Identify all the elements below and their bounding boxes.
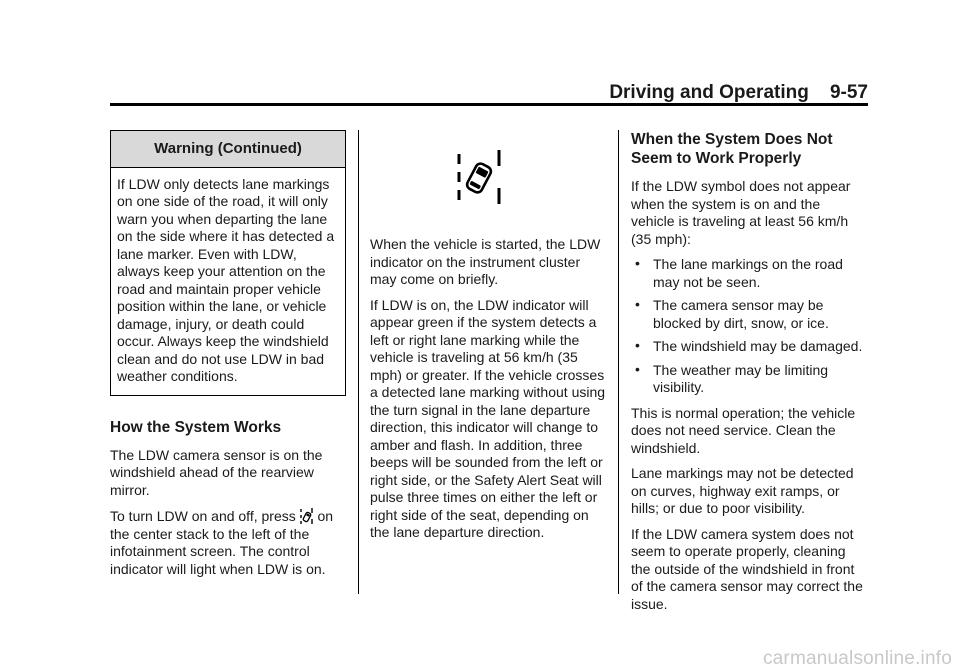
- section-heading-how-works: How the System Works: [110, 418, 282, 436]
- list-item: • The weather may be limiting visibility.: [635, 360, 829, 395]
- column-right: [631, 130, 867, 613]
- icon-area: [370, 136, 606, 226]
- paragraph: If the LDW camera system does not seem to operate properly, cleaning the outside of the windshield in front of the camera sensor may correct the issue.: [631, 525, 863, 612]
- paragraph: Lane markings may not be detected on curves, highway exit ramps, or hills; or due to poor visibility.: [631, 465, 854, 516]
- paragraph: If the LDW symbol does not appear when the system is on and the vehicle is traveling at least 56 km/h (35 mph):: [631, 178, 851, 247]
- column-left: [110, 130, 346, 578]
- lane-departure-button-icon: [300, 507, 314, 525]
- list-item: • The camera sensor may be blocked by dirt, snow, or ice.: [635, 296, 829, 331]
- bullet-list: [631, 256, 867, 397]
- paragraph: The LDW camera sensor is on the windshield ahead of the rearview mirror.: [110, 446, 323, 498]
- bullet-icon: •: [635, 337, 640, 353]
- warning-box: [110, 130, 346, 396]
- header-rule: [110, 103, 868, 106]
- paragraph-text: on the center stack to the left of the infotainment screen. The control indicator will light when LDW is on.: [110, 508, 334, 577]
- column-divider-2: [618, 130, 619, 594]
- bullet-icon: •: [635, 296, 640, 312]
- paragraph: [110, 507, 346, 578]
- bullet-icon: •: [635, 360, 640, 377]
- warning-body: If LDW only detects lane markings on one side of the road, it will only warn you when departing the lane on the side where it has detected a lane marker. Even with LDW, always keep your attention on the road and maintain proper vehicle position within the lane, or vehicle damage, injury, or death could occur. Always keep the windshield clean and do not use LDW in bad weather conditions.: [117, 175, 335, 384]
- paragraph: If LDW is on, the LDW indicator will appear green if the system detects a left or right lane marking while the vehicle is traveling at 56 km/h (35 mph) or greater. If the vehicle crosses a detected lane marking without using the turn signal in the lane departure direction, this indicator will change to amber and flash. In addition, three beeps will be sounded from the left or right side, or the Safety Alert Seat will pulse three times on either the left or right side of the seat, depending on the lane departure direction.: [370, 296, 606, 540]
- warning-title: Warning (Continued): [111, 131, 345, 168]
- list-item: • The windshield may be damaged.: [635, 337, 863, 354]
- section-heading-not-work: When the System Does Not Seem to Work Properly: [631, 131, 833, 167]
- paragraph-text: To turn LDW on and off, press: [110, 508, 300, 524]
- page-number: 9-57: [829, 82, 868, 103]
- column-middle: [370, 130, 606, 542]
- paragraph: This is normal operation; the vehicle does not need service. Clean the windshield.: [631, 404, 856, 456]
- bullet-icon: •: [635, 255, 640, 271]
- section-title: Driving and Operating: [609, 82, 809, 103]
- watermark-link[interactable]: carmanualsonline.info: [762, 648, 952, 669]
- column-divider-1: [358, 130, 359, 594]
- paragraph: When the vehicle is started, the LDW indicator on the instrument cluster may come on briefly.: [370, 236, 601, 287]
- list-item: • The lane markings on the road may not be seen.: [635, 255, 843, 290]
- header-title: [609, 82, 868, 104]
- lane-departure-icon: [455, 148, 505, 208]
